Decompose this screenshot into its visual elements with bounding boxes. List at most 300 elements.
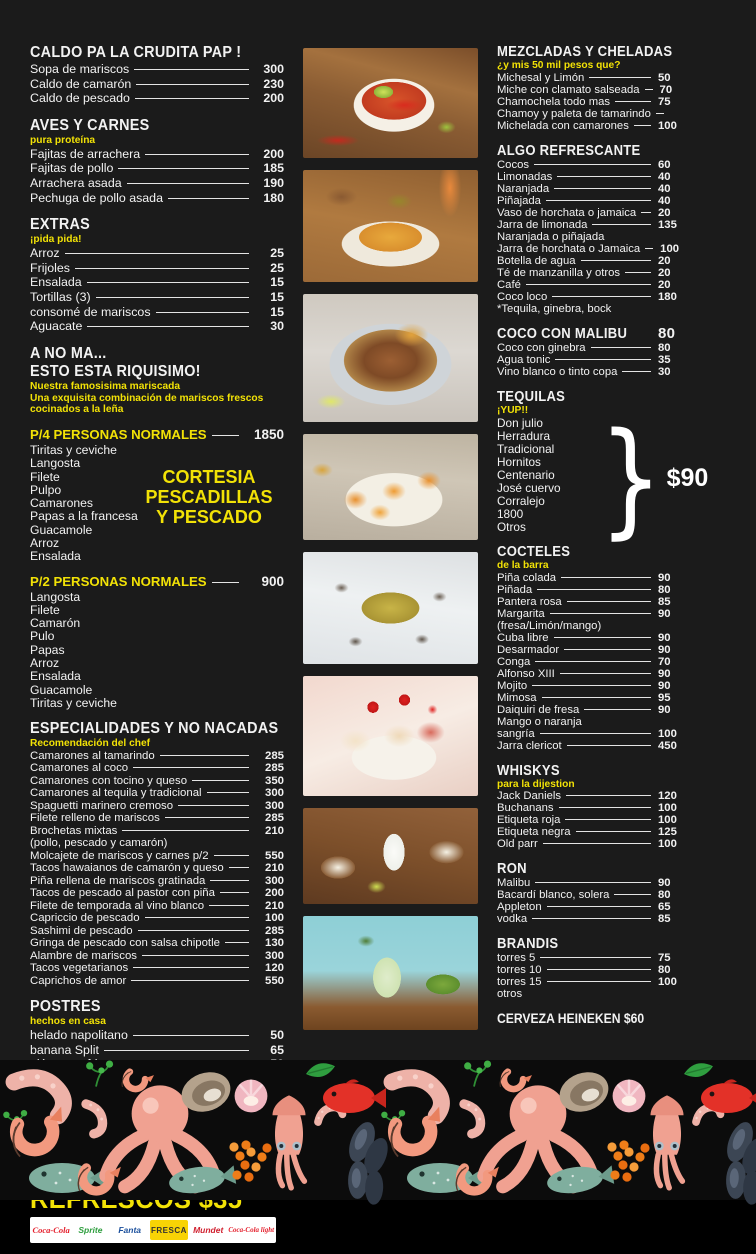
menu-item-name: Pantera rosa: [497, 595, 562, 608]
menu-item-name: Tortillas (3): [30, 290, 91, 305]
leader-line: [552, 296, 651, 297]
menu-item-price: 60: [658, 158, 671, 171]
menu-item-row: [497, 680, 692, 692]
menu-item-price: 190: [263, 176, 284, 191]
menu-item-name: Arroz: [30, 535, 60, 550]
leader-line: [534, 164, 651, 165]
menu-item-price: 90: [658, 631, 671, 644]
section-title: AVES Y CARNES: [30, 117, 150, 135]
menu-item-name: Sopa de mariscos: [30, 62, 130, 76]
section-price: 80: [658, 324, 676, 342]
leader-line: [96, 297, 249, 298]
menu-item-price: 85: [658, 595, 671, 608]
menu-item-name: Fajitas de pollo: [30, 161, 114, 176]
menu-item-price: 50: [270, 1027, 284, 1042]
menu-item-price: 200: [263, 91, 284, 106]
menu-item-name: Don julio: [497, 416, 543, 431]
menu-item-price: 100: [658, 119, 677, 132]
menu-item-price: 285: [264, 812, 284, 825]
menu-item-price: 15: [270, 304, 284, 319]
leader-line: [210, 880, 249, 881]
menu-item-name: Bacardí blanco, solera: [497, 889, 610, 902]
menu-item-price: 70: [658, 655, 671, 668]
cortesia-note-line: CORTESIA: [162, 466, 256, 487]
menu-item-row: [497, 207, 692, 219]
menu-item-price: 200: [264, 887, 284, 900]
cortesia-note: [128, 467, 290, 527]
menu-item-price: 80: [658, 341, 671, 354]
section-title: [497, 326, 692, 342]
menu-item-name: Spaguetti marinero cremoso: [30, 799, 174, 812]
leader-line: [65, 253, 249, 254]
menu-item-price: 90: [658, 607, 671, 620]
menu-item-price: 210: [264, 899, 284, 912]
section-aves-y-carnes: [30, 117, 284, 205]
section-caldo-pa-la-crudita-pap: [30, 44, 284, 106]
leader-line: [543, 843, 651, 844]
menu-item-name: Centenario: [497, 468, 555, 483]
menu-item-row: [30, 862, 284, 875]
menu-item-row: [30, 825, 284, 838]
menu-item-price: 80: [658, 964, 671, 977]
leader-line: [160, 755, 249, 756]
menu-item-row: [30, 261, 284, 276]
leader-line: [537, 589, 651, 590]
leader-line: [207, 792, 249, 793]
menu-item-price: 100: [660, 242, 680, 255]
section-title: CALDO PA LA CRUDITA PAP !: [30, 44, 242, 61]
section-subtitle: hechos en casa: [30, 1016, 106, 1028]
menu-item-name: Limonadas: [497, 170, 553, 183]
menu-item-name: vodka: [497, 913, 528, 926]
menu-item-row: [497, 740, 692, 752]
section-brandis: [497, 936, 702, 1000]
menu-item-row: [497, 354, 692, 366]
menu-item-row: [497, 291, 692, 303]
menu-item-name: Desarmador: [497, 643, 560, 656]
menu-item-price: 100: [658, 727, 677, 740]
section-subtitle: ¿y mis 50 mil pesos que?: [497, 60, 621, 71]
menu-item-name: Jarra clericot: [497, 739, 562, 752]
menu-item-price: 300: [264, 799, 284, 812]
menu-item-name: 1800: [497, 507, 524, 522]
menu-item-price: 130: [264, 937, 284, 950]
menu-item-name: Tacos de pescado al pastor con piña: [30, 887, 215, 900]
leader-line: [131, 980, 249, 981]
menu-item-name: Etiqueta roja: [497, 814, 561, 827]
menu-item-row: [497, 656, 692, 668]
menu-item-name: banana Split: [30, 1042, 99, 1057]
menu-item-name: Tacos hawaianos de camarón y queso: [30, 862, 224, 875]
leader-line: [559, 807, 651, 808]
sopa-de-mariscos-photo: [303, 48, 478, 158]
section-price: 1850: [253, 426, 284, 442]
menu-item-name: torres 10: [497, 964, 542, 977]
menu-item-name: Camarones: [30, 496, 93, 511]
menu-item-row: [30, 962, 284, 975]
seafood-footer-illustration: [0, 1060, 756, 1200]
menu-item-name: Mango o naranja: [497, 715, 582, 728]
section-title-text: P/2 PERSONAS NORMALES: [30, 573, 207, 589]
menu-item-name: Hornitos: [497, 455, 541, 470]
leader-line: [142, 955, 249, 956]
menu-item-name: Té de manzanilla y otros: [497, 266, 621, 279]
menu-item-name: Naranjada: [497, 182, 550, 195]
menu-item-name: Alfonso XIII: [497, 667, 555, 680]
section-title: ALGO REFRESCANTE: [497, 142, 641, 159]
menu-item-row: [30, 925, 284, 938]
menu-item-name: Langosta: [30, 456, 81, 471]
menu-item-row: [30, 275, 284, 290]
leader-line: [567, 601, 651, 602]
menu-item-name: helado napolitano: [30, 1027, 128, 1042]
menu-item-price: 180: [658, 290, 677, 303]
menu-item-row: [497, 596, 692, 608]
price-brace: [599, 404, 709, 552]
leader-line: [156, 312, 249, 313]
section-subtitle: Nuestra famosisima mariscada: [30, 381, 181, 393]
menu-item-name: Appleton: [497, 901, 542, 914]
section-title: EXTRAS: [30, 216, 91, 234]
menu-item-price: 230: [263, 76, 284, 91]
menu-item-name: Camarones al coco: [30, 762, 129, 775]
menu-item-price: 300: [263, 62, 284, 76]
menu-item-price: 125: [658, 826, 677, 839]
menu-item-name: Michesal y Limón: [497, 71, 585, 84]
leader-line: [614, 894, 651, 895]
menu-item-price: 550: [264, 849, 284, 862]
fajitas-photo: [303, 170, 478, 282]
menu-item-row: [497, 644, 692, 656]
leader-line: [546, 200, 651, 201]
menu-item-name: Mojito: [497, 679, 528, 692]
fresca-logo: FRESCA: [150, 1220, 188, 1240]
sprite-logo: Sprite: [71, 1220, 109, 1240]
menu-item-row: [30, 1043, 284, 1058]
section-title-text: COCO CON MALIBU: [497, 325, 628, 342]
menu-item-row: [497, 976, 692, 988]
menu-item-name: Filete relleno de mariscos: [30, 812, 160, 825]
menu-item-price: 90: [658, 679, 671, 692]
section-p-2-personas-normales: [30, 574, 284, 710]
menu-item-row: [497, 790, 692, 802]
section-coco-con-malibu: [497, 326, 702, 378]
leader-line: [634, 125, 651, 126]
menu-item-row: [30, 77, 284, 92]
menu-item-row: [497, 366, 692, 378]
leader-line: [547, 906, 651, 907]
leader-line: [554, 637, 652, 638]
menu-item-price: 95: [658, 691, 671, 704]
menu-item-row: [497, 572, 692, 584]
leader-line: [567, 745, 651, 746]
menu-item-name: Coco loco: [497, 290, 548, 303]
menu-item-name: Agua tonic: [497, 353, 551, 366]
leader-line: [550, 613, 651, 614]
menu-item-name: torres 15: [497, 976, 542, 989]
camarones-al-coco-photo: [303, 434, 478, 540]
menu-item-name: Café: [497, 278, 521, 291]
menu-item-name: Otros: [497, 520, 526, 535]
menu-item-row: [30, 1028, 284, 1043]
menu-item-row: [30, 191, 284, 206]
menu-item-price: 25: [270, 260, 284, 275]
leader-line: [592, 224, 651, 225]
menu-item-price: 85: [658, 913, 671, 926]
menu-item-name: Pulpo: [30, 482, 62, 497]
menu-item-price: 90: [658, 571, 671, 584]
menu-item-price: 80: [658, 583, 671, 596]
leader-line: [564, 649, 651, 650]
menu-item-price: 70: [659, 83, 673, 96]
menu-item-name: Cocos: [497, 158, 530, 171]
leader-line: [178, 805, 249, 806]
menu-item-price: 100: [658, 802, 677, 815]
menu-item-row: [30, 950, 284, 963]
leader-line: [565, 819, 651, 820]
menu-item-row: [30, 975, 284, 988]
menu-item-row: [497, 901, 692, 913]
leader-line: [535, 882, 651, 883]
menu-item-row: [497, 802, 692, 814]
menu-item-name: *Tequila, ginebra, bock: [497, 302, 612, 315]
leader-line: [122, 830, 249, 831]
leader-line: [136, 84, 249, 85]
menu-item-row: [497, 267, 692, 279]
menu-item-name: Guacamole: [30, 522, 93, 537]
menu-item-name: Conga: [497, 655, 531, 668]
menu-item-name: Jarra de limonada: [497, 218, 588, 231]
menu-item-name: Herradura: [497, 429, 551, 444]
leader-line: [87, 282, 249, 283]
menu-item-name: sangría: [497, 727, 535, 740]
menu-item-name: Pechuga de pollo asada: [30, 190, 163, 205]
menu-item-row: [497, 608, 692, 620]
menu-item-row: [30, 912, 284, 925]
leader-line: [220, 892, 249, 893]
menu-item-price: 350: [264, 774, 284, 787]
menu-item-name: Vino blanco o tinto copa: [497, 365, 618, 378]
menu-item-row: [30, 147, 284, 162]
menu-item-row: [497, 342, 692, 354]
menu-item-name: Etiqueta negra: [497, 826, 571, 839]
menu-item-name: Guacamole: [30, 682, 93, 697]
section-cocteles: [497, 544, 702, 752]
menu-item-row: [30, 305, 284, 320]
menu-item-name: consomé de mariscos: [30, 304, 151, 319]
menu-item-price: 210: [264, 824, 284, 837]
menu-item-price: 210: [264, 862, 284, 875]
menu-item-name: Miche con clamato salseada: [497, 83, 640, 96]
menu-item-row: [497, 838, 692, 850]
menu-item-name: Tiritas y ceviche: [30, 442, 117, 457]
menu-item-price: 30: [658, 365, 671, 378]
menu-item-row: [30, 800, 284, 813]
banana-split-photo: [303, 676, 478, 796]
leader-line: [625, 272, 651, 273]
leader-line: [645, 248, 653, 249]
leader-line: [138, 930, 249, 931]
section-price: 900: [261, 573, 284, 589]
menu-item-name: Chamoy y paleta de tamarindo: [497, 107, 651, 120]
leader-line: [615, 101, 651, 102]
menu-item-price: 90: [658, 877, 671, 890]
menu-item-name: Malibu: [497, 877, 531, 890]
menu-item-name: Pulo: [30, 629, 55, 644]
menu-item-row: [497, 84, 692, 96]
menu-item-row: [497, 108, 692, 120]
menu-item-price: 180: [263, 190, 284, 205]
menu-item-price: 20: [658, 254, 671, 267]
menu-item-row: [497, 952, 692, 964]
menu-item-price: 20: [658, 278, 671, 291]
leader-line: [542, 697, 651, 698]
cortesia-note-line: PESCADILLAS: [145, 486, 273, 507]
leader-line: [591, 347, 651, 348]
leader-line: [134, 69, 249, 70]
menu-item-price: 90: [658, 643, 671, 656]
menu-item-row: [30, 91, 284, 106]
leader-line: [165, 817, 249, 818]
leader-line: [526, 284, 651, 285]
coca-cola-light-logo: Coca-Cola light: [228, 1220, 274, 1240]
menu-item-name: Corralejo: [497, 494, 545, 509]
leader-line: [209, 905, 249, 906]
menu-item-name: Filete: [30, 602, 60, 617]
menu-item-name: Arroz: [30, 656, 60, 671]
leader-line: [560, 673, 651, 674]
menu-item-price: 40: [658, 170, 671, 183]
cortesia-note-line: Y PESCADO: [156, 506, 262, 527]
menu-item-name: Old parr: [497, 838, 538, 851]
menu-item-price: 65: [658, 901, 671, 914]
menu-item-row: [497, 72, 692, 84]
menu-item-row: [30, 900, 284, 913]
menu-item-price: 90: [658, 703, 671, 716]
section-title: [30, 427, 284, 443]
section-subtitle: ¡pida pida!: [30, 234, 82, 246]
leader-line: [645, 89, 653, 90]
menu-item-row: [30, 176, 284, 191]
leader-line: [118, 168, 249, 169]
menu-item-row: [30, 812, 284, 825]
menu-item-name: Aguacate: [30, 319, 83, 334]
leader-line: [557, 176, 651, 177]
menu-item-price: 185: [263, 161, 284, 176]
menu-item-price: 20: [658, 206, 671, 219]
menu-item-row: [30, 875, 284, 888]
leader-line: [540, 733, 651, 734]
menu-item-price: 40: [658, 194, 671, 207]
menu-item-price: 20: [658, 266, 671, 279]
menu-item-price: 100: [264, 912, 284, 925]
menu-item-name: José cuervo: [497, 481, 561, 496]
leader-line: [192, 780, 249, 781]
leader-line: [641, 212, 651, 213]
leader-line: [212, 582, 239, 583]
section-a-no-ma: [30, 345, 284, 416]
menu-item-row: [497, 692, 692, 704]
mojito-photo: [303, 916, 478, 1030]
menu-item-price: 550: [264, 974, 284, 987]
coco-drink-photo: [303, 808, 478, 904]
coca-cola-logo: Coca-Cola: [32, 1220, 70, 1240]
leader-line: [133, 767, 249, 768]
menu-item-name: Caldo de camarón: [30, 76, 132, 91]
section-title: ESTO ESTA RIQUISIMO!: [30, 363, 201, 381]
section-title: ESPECIALIDADES Y NO NACADAS: [30, 720, 279, 738]
menu-item-price: 40: [658, 182, 671, 195]
leader-line: [532, 918, 651, 919]
menu-item-row: [497, 668, 692, 680]
leader-line: [576, 831, 652, 832]
leader-line: [584, 709, 651, 710]
menu-item-name: (fresa/Limón/mango): [497, 619, 602, 632]
menu-item-price: 100: [658, 838, 677, 851]
menu-item-name: Filete: [30, 469, 60, 484]
menu-item-row: [497, 826, 692, 838]
spaguetti-marinero-photo: [303, 552, 478, 664]
menu-item-name: Capriccio de pescado: [30, 912, 140, 925]
photo-column: [303, 48, 478, 1042]
menu-item-name: Michelada con camarones: [497, 119, 629, 132]
menu-item-price: 75: [658, 95, 671, 108]
menu-item-name: Piña rellena de mariscos gratinada: [30, 874, 206, 887]
heineken-note: CERVEZA HEINEKEN $60: [497, 1011, 645, 1027]
menu-item-name: Caprichos de amor: [30, 974, 127, 987]
menu-item-name: Camarones con tocino y queso: [30, 774, 188, 787]
fanta-logo: Fanta: [111, 1220, 149, 1240]
menu-item-price: 300: [264, 787, 284, 800]
leader-line: [532, 685, 651, 686]
brace-glyph: }: [599, 404, 663, 552]
menu-item-name: Coco con ginebra: [497, 341, 586, 354]
menu-item-row: [497, 219, 692, 231]
leader-line: [566, 795, 651, 796]
menu-item-row: [497, 632, 692, 644]
leader-line: [104, 1050, 249, 1051]
menu-item-price: 80: [658, 889, 671, 902]
menu-item-name: Cuba libre: [497, 631, 549, 644]
leader-line: [133, 967, 249, 968]
leader-line: [133, 1035, 249, 1036]
section-extras: [30, 216, 284, 334]
menu-item-price: 285: [264, 749, 284, 762]
menu-item-price: 285: [264, 924, 284, 937]
leader-line: [561, 577, 651, 578]
menu-item-name: Daiquiri de fresa: [497, 703, 580, 716]
mundet-logo: Mundet: [189, 1220, 227, 1240]
menu-item-row: [30, 762, 284, 775]
menu-item-row: [30, 750, 284, 763]
leader-line: [214, 855, 249, 856]
menu-item-row: [30, 887, 284, 900]
section-subtitle: Recomendación del chef: [30, 738, 151, 750]
section-mezcladas-y-cheladas: [497, 44, 702, 132]
menu-item-row: [30, 290, 284, 305]
menu-item-row: [497, 255, 692, 267]
menu-item-price: 100: [658, 976, 677, 989]
menu-item-price: 15: [270, 290, 284, 305]
menu-item-row: [497, 584, 692, 596]
menu-item-price: 25: [270, 246, 284, 260]
menu-item-name: Gringa de pescado con salsa chipotle: [30, 937, 220, 950]
leader-line: [225, 942, 249, 943]
section-ron: [497, 861, 702, 925]
leader-line: [87, 326, 249, 327]
mariscada-photo: [303, 294, 478, 422]
section-title: WHISKYS: [497, 762, 560, 779]
